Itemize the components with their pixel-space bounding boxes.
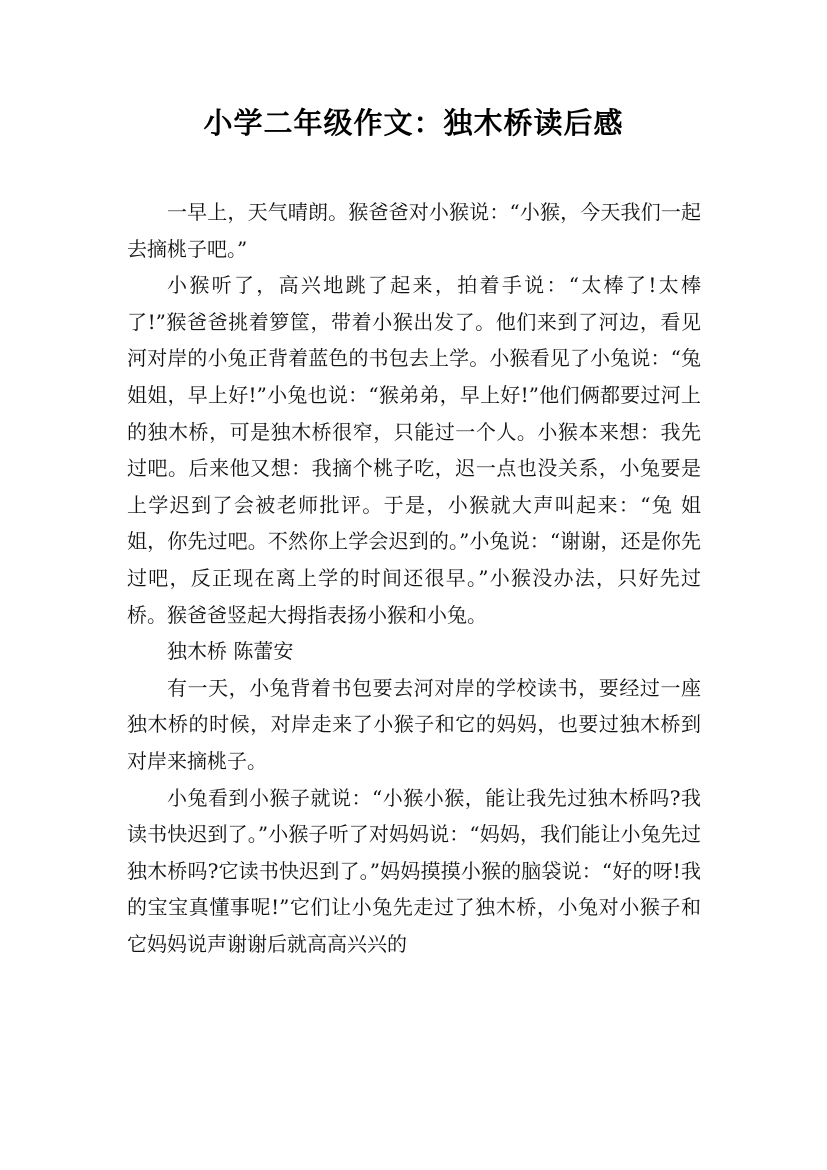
section-heading: 独木桥 陈蕾安	[167, 639, 294, 664]
document-body	[127, 194, 701, 962]
paragraph: 有一天，小兔背着书包要去河对岸的学校读书，要经过一座独木桥的时候，对岸走来了小猴子和它的妈妈，也要过独木桥到对岸来摘桃子。	[127, 675, 701, 773]
paragraph: 小猴听了，高兴地跳了起来，拍着手说：“太棒了!太棒了!”猴爸爸挑着箩筐，带着小猴出发了。他们来到了河边，看见河对岸的小兔正背着蓝色的书包去上学。小猴看见了小兔说：“兔姐姐，早上好!”小兔也说：“猴弟弟，早上好!”他们俩都要过河上的独木桥，可是独木桥很窄，只能过一个人。小猴本来想：我先过吧。后来他又想：我摘个桃子吃，迟一点也没关系，小兔要是上学迟到了会被老师批评。于是，小猴就大声叫起来：“兔 姐姐，你先过吧。不然你上学会迟到的。”小兔说：“谢谢，还是你先过吧，反正现在离上学的时间还很早。”小猴没办法，只好先过桥。猴爸爸竖起大拇指表扬小猴和小兔。	[127, 273, 701, 627]
document-title: 小学二年级作文：独木桥读后感	[203, 106, 624, 140]
paragraph: 一早上，天气晴朗。猴爸爸对小猴说：“小猴，今天我们一起去摘桃子吧。”	[127, 200, 701, 261]
paragraph: 小兔看到小猴子就说：“小猴小猴，能让我先过独木桥吗?我读书快迟到了。”小猴子听了对妈妈说：“妈妈，我们能让小兔先过独木桥吗?它读书快迟到了。”妈妈摸摸小猴的脑袋说：“好的呀!我的宝宝真懂事呢!”它们让小兔先走过了独木桥，小兔对小猴子和它妈妈说声谢谢后就高高兴兴的	[127, 785, 701, 956]
